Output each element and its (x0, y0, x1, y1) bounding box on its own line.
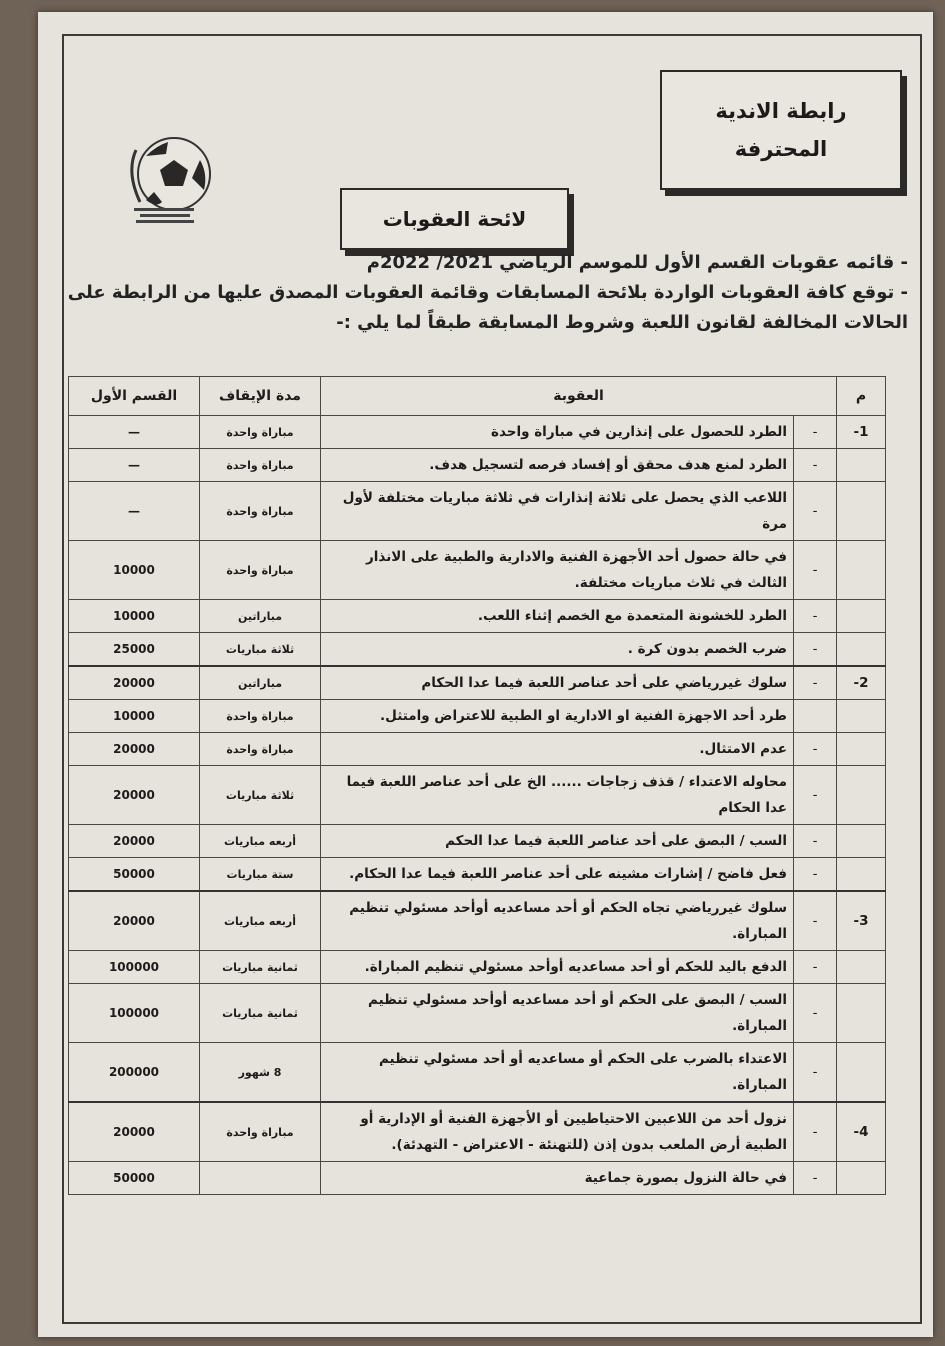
table-row (69, 733, 886, 766)
row-fine: 20000 (69, 733, 200, 766)
row-number (837, 1043, 886, 1103)
row-number (837, 633, 886, 667)
row-number: 1- (837, 416, 886, 449)
row-suspension: مباراة واحدة (200, 1102, 321, 1162)
row-penalty-text: السب / البصق على الحكم أو أحد مساعديه أوأحد مسئولي تنظيم المباراة. (321, 984, 794, 1043)
row-suspension: 8 شهور (200, 1043, 321, 1103)
org-name-line1: رابطة الاندية (715, 99, 847, 123)
row-bullet: - (794, 891, 837, 951)
row-suspension (200, 1162, 321, 1195)
row-number (837, 449, 886, 482)
organization-box (660, 70, 902, 190)
row-suspension: أربعه مباريات (200, 891, 321, 951)
row-fine: 10000 (69, 541, 200, 600)
document-title: لائحة العقوبات (382, 207, 527, 231)
row-suspension: مباراتين (200, 666, 321, 700)
table-row (69, 766, 886, 825)
row-fine: 200000 (69, 1043, 200, 1103)
table-row (69, 1043, 886, 1103)
penalties-table (68, 376, 886, 1195)
table-row (69, 700, 886, 733)
table-row (69, 1162, 886, 1195)
row-suspension: مباراة واحدة (200, 416, 321, 449)
org-name-line2: المحترفة (734, 137, 828, 161)
table-row (69, 600, 886, 633)
row-fine: 50000 (69, 858, 200, 892)
row-fine: 20000 (69, 825, 200, 858)
row-bullet: - (794, 858, 837, 892)
intro-line-2: - توقع كافة العقوبات الواردة بلائحة المسابقات وقائمة العقوبات المصدق عليها من الرابطة على (67, 282, 908, 303)
row-fine: 100000 (69, 951, 200, 984)
row-fine: 20000 (69, 1102, 200, 1162)
row-number: 4- (837, 1102, 886, 1162)
row-suspension: ثمانية مباريات (200, 984, 321, 1043)
row-fine: — (69, 449, 200, 482)
table-row (69, 858, 886, 892)
row-bullet: - (794, 600, 837, 633)
row-fine: — (69, 416, 200, 449)
header-penalty: العقوبة (321, 377, 837, 416)
row-fine: 10000 (69, 700, 200, 733)
row-bullet: - (794, 825, 837, 858)
row-suspension: مباراة واحدة (200, 541, 321, 600)
header-fine: القسم الأول (69, 377, 200, 416)
row-number (837, 766, 886, 825)
row-fine: 25000 (69, 633, 200, 667)
row-bullet: - (794, 541, 837, 600)
table-row (69, 449, 886, 482)
table-row (69, 416, 886, 449)
row-number (837, 1162, 886, 1195)
document-page (38, 12, 933, 1337)
league-logo-icon (96, 132, 216, 232)
row-penalty-text: في حالة النزول بصورة جماعية (321, 1162, 794, 1195)
row-bullet: - (794, 1102, 837, 1162)
table-row (69, 825, 886, 858)
row-penalty-text: فعل فاضح / إشارات مشينه على أحد عناصر اللعبة فيما عدا الحكام. (321, 858, 794, 892)
table-row (69, 666, 886, 700)
row-suspension: مباراة واحدة (200, 449, 321, 482)
intro-line-3: الحالات المخالفة لقانون اللعبة وشروط المسابقة طبقاً لما يلي :- (336, 312, 908, 333)
row-penalty-text: سلوك غيررياضي تجاه الحكم أو أحد مساعديه أوأحد مسئولي تنظيم المباراة. (321, 891, 794, 951)
table-row (69, 891, 886, 951)
row-fine: 20000 (69, 891, 200, 951)
row-penalty-text: طرد أحد الاجهزة الفنية او الادارية او الطبية للاعتراض وامتثل. (321, 700, 794, 733)
row-number (837, 482, 886, 541)
row-number: 3- (837, 891, 886, 951)
row-penalty-text: الطرد لمنع هدف محقق أو إفساد فرصه لتسجيل هدف. (321, 449, 794, 482)
row-suspension: مباراة واحدة (200, 482, 321, 541)
row-number (837, 733, 886, 766)
row-penalty-text: في حالة حصول أحد الأجهزة الفنية والادارية والطبية على الانذار الثالث في ثلاث مباريات مختلفة. (321, 541, 794, 600)
table-row (69, 482, 886, 541)
row-number (837, 951, 886, 984)
row-suspension: ستة مباريات (200, 858, 321, 892)
table-header-row (69, 377, 886, 416)
row-bullet: - (794, 733, 837, 766)
table-row (69, 984, 886, 1043)
row-fine: 100000 (69, 984, 200, 1043)
table-row (69, 951, 886, 984)
row-penalty-text: محاوله الاعتداء / قذف زجاجات ...... الخ على أحد عناصر اللعبة فيما عدا الحكام (321, 766, 794, 825)
row-bullet: - (794, 482, 837, 541)
row-suspension: ثلاثة مباريات (200, 633, 321, 667)
row-number (837, 984, 886, 1043)
row-suspension: مباراتين (200, 600, 321, 633)
row-number (837, 600, 886, 633)
row-bullet: - (794, 1162, 837, 1195)
row-bullet: - (794, 666, 837, 700)
row-penalty-text: سلوك غيررياضي على أحد عناصر اللعبة فيما عدا الحكام (321, 666, 794, 700)
intro-line-1: - قائمه عقوبات القسم الأول للموسم الرياضي 2021/ 2022م (366, 252, 908, 273)
intro-text (67, 248, 908, 338)
row-suspension: ثمانية مباريات (200, 951, 321, 984)
row-suspension: مباراة واحدة (200, 700, 321, 733)
row-bullet: - (794, 951, 837, 984)
table-row (69, 633, 886, 667)
row-fine: 50000 (69, 1162, 200, 1195)
row-penalty-text: السب / البصق على أحد عناصر اللعبة فيما عدا الحكم (321, 825, 794, 858)
row-penalty-text: الدفع باليد للحكم أو أحد مساعديه أوأحد مسئولي تنظيم المباراة. (321, 951, 794, 984)
row-number (837, 858, 886, 892)
row-suspension: أربعه مباريات (200, 825, 321, 858)
row-bullet: - (794, 449, 837, 482)
row-bullet (794, 700, 837, 733)
row-fine: 10000 (69, 600, 200, 633)
header-duration: مدة الإيقاف (200, 377, 321, 416)
row-bullet: - (794, 416, 837, 449)
row-fine: — (69, 482, 200, 541)
row-bullet: - (794, 633, 837, 667)
row-bullet: - (794, 766, 837, 825)
row-number (837, 541, 886, 600)
table-row (69, 1102, 886, 1162)
row-number: 2- (837, 666, 886, 700)
row-bullet: - (794, 984, 837, 1043)
row-suspension: مباراة واحدة (200, 733, 321, 766)
row-fine: 20000 (69, 766, 200, 825)
row-fine: 20000 (69, 666, 200, 700)
table-row (69, 541, 886, 600)
row-penalty-text: الاعتداء بالضرب على الحكم أو مساعديه أو أحد مسئولي تنظيم المباراة. (321, 1043, 794, 1103)
row-penalty-text: ضرب الخصم بدون كرة . (321, 633, 794, 667)
row-number (837, 700, 886, 733)
row-bullet: - (794, 1043, 837, 1103)
row-penalty-text: نزول أحد من اللاعبين الاحتياطيين أو الأجهزة الفنية أو الإدارية أو الطبية أرض الملعب بدون إذن (للتهنئة - الاعتراض - التهدئة). (321, 1102, 794, 1162)
row-penalty-text: اللاعب الذي يحصل على ثلاثة إنذارات في ثلاثة مباريات مختلفة لأول مرة (321, 482, 794, 541)
document-title-box (340, 188, 569, 250)
header-num: م (837, 377, 886, 416)
row-penalty-text: الطرد للخشونة المتعمدة مع الخصم إثناء اللعب. (321, 600, 794, 633)
row-penalty-text: الطرد للحصول على إنذارين في مباراة واحدة (321, 416, 794, 449)
row-penalty-text: عدم الامتثال. (321, 733, 794, 766)
row-suspension: ثلاثة مباريات (200, 766, 321, 825)
row-number (837, 825, 886, 858)
